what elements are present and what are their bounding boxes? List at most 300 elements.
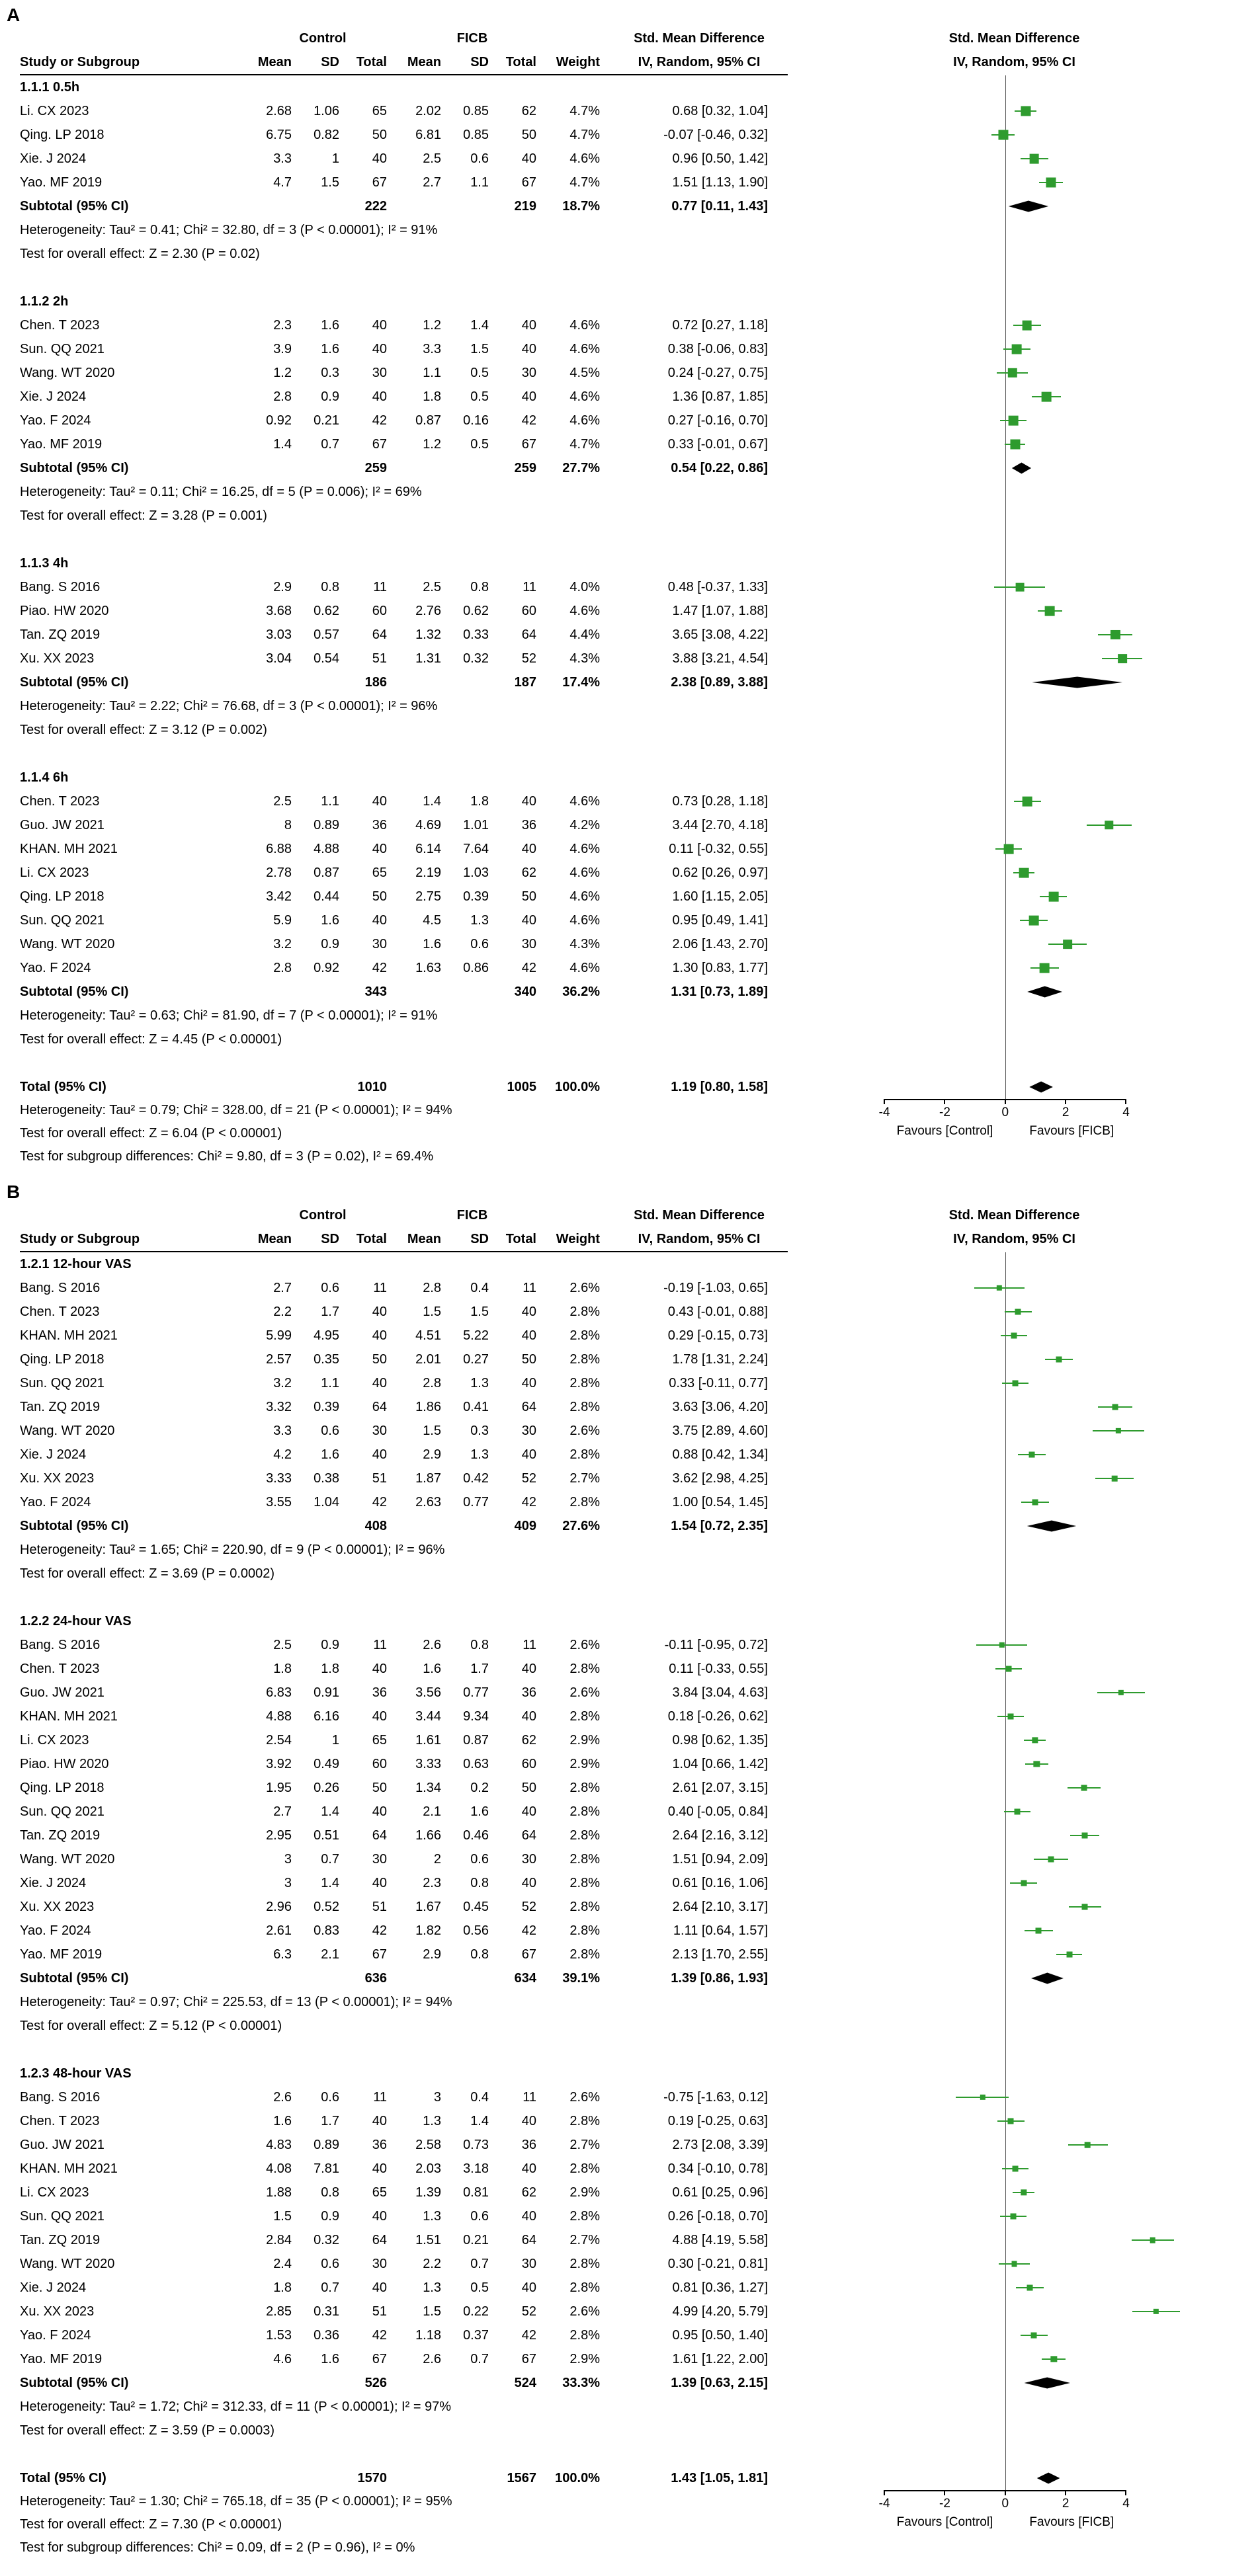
zero-line — [1005, 1395, 1006, 1419]
effect-square — [1048, 1857, 1054, 1863]
study-name: Wang. WT 2020 — [20, 365, 115, 380]
study-col-header: Study or Subgroup — [20, 1231, 140, 1246]
weight: 2.6% — [569, 2089, 600, 2105]
ficb-total: 64 — [521, 1399, 536, 1414]
effect-square — [1029, 154, 1039, 164]
pooled-diamond — [1027, 986, 1062, 998]
ficb-total: 40 — [521, 389, 536, 404]
plot-cell — [788, 1490, 1241, 1514]
ficb-sd: 0.32 — [463, 651, 489, 666]
effect-square — [1012, 344, 1022, 354]
study-name: Sun. QQ 2021 — [20, 912, 105, 928]
effect-square — [1005, 1666, 1011, 1672]
subgroup-differences-test: Test for subgroup differences: Chi² = 9.80, df = 3 (P = 0.02), I² = 69.4% — [20, 1149, 434, 1164]
control-sd-col-header: SD — [321, 54, 339, 69]
zero-line — [1005, 1990, 1006, 2014]
study-name: Xie. J 2024 — [20, 2280, 87, 2295]
effect-square — [1082, 1833, 1088, 1839]
ficb-mean: 1.1 — [423, 365, 441, 380]
control-mean: 2.96 — [266, 1899, 292, 1914]
plot-cell — [788, 813, 1241, 837]
ficb-total: 40 — [521, 2113, 536, 2128]
weight: 2.8% — [569, 1899, 600, 1914]
ficb-sd: 0.16 — [463, 413, 489, 428]
zero-line — [1005, 75, 1006, 99]
ficb-total: 30 — [521, 1423, 536, 1438]
weight: 4.6% — [569, 341, 600, 356]
control-total: 222 — [364, 198, 387, 214]
ficb-total: 36 — [521, 1685, 536, 1700]
control-total: 42 — [372, 1923, 387, 1938]
plot-cell — [788, 718, 1241, 742]
control-total: 50 — [372, 127, 387, 142]
zero-line — [1005, 1348, 1006, 1371]
smd-ci: 1.31 [0.73, 1.89] — [671, 984, 768, 999]
plot-cell — [788, 1681, 1241, 1705]
smd-ci: 2.13 [1.70, 2.55] — [672, 1947, 768, 1962]
control-total: 11 — [373, 2089, 387, 2105]
subgroup-title: 1.1.3 4h — [20, 556, 69, 571]
ficb-total: 1567 — [507, 2470, 536, 2485]
ficb-mean: 2.9 — [423, 1947, 441, 1962]
control-sd: 1 — [331, 1732, 339, 1748]
zero-line — [1005, 623, 1006, 647]
study-row — [20, 813, 1241, 837]
zero-line — [1005, 980, 1006, 1004]
smd-ci: 0.27 [-0.16, 0.70] — [667, 413, 768, 428]
smd-ci: -0.07 [-0.46, 0.32] — [663, 127, 768, 142]
plot-method-header: IV, Random, 95% CI — [953, 1231, 1075, 1246]
plot-cell — [788, 480, 1241, 504]
control-mean: 4.08 — [266, 2161, 292, 2176]
study-col-header: Study or Subgroup — [20, 54, 140, 69]
smd-ci: 3.44 [2.70, 4.18] — [672, 817, 768, 832]
ficb-mean: 2.76 — [415, 603, 441, 618]
smd-ci: 1.00 [0.54, 1.45] — [672, 1494, 768, 1509]
ficb-mean-col-header: Mean — [407, 54, 441, 69]
plot-cell — [788, 1966, 1241, 1990]
heterogeneity-row — [20, 2395, 1241, 2419]
ficb-sd: 1.03 — [463, 865, 489, 880]
effect-square — [1010, 439, 1020, 449]
ficb-mean: 2 — [433, 1851, 441, 1867]
weight: 4.6% — [569, 413, 600, 428]
zero-line — [1005, 2466, 1006, 2490]
plot-cell — [788, 1419, 1241, 1443]
favours-right-label: Favours [FICB] — [1029, 1124, 1114, 1138]
smd-ci: 0.54 [0.22, 0.86] — [671, 460, 768, 475]
control-sd: 0.6 — [321, 2089, 339, 2105]
weight: 2.8% — [569, 1709, 600, 1724]
study-name: Bang. S 2016 — [20, 1637, 101, 1652]
zero-line — [1005, 1728, 1006, 1752]
study-name: KHAN. MH 2021 — [20, 1328, 118, 1343]
total-effect-test: Test for overall effect: Z = 7.30 (P < 0.00001) — [20, 2517, 282, 2532]
study-row — [20, 2276, 1241, 2300]
plot-cell — [788, 2085, 1241, 2109]
study-name: Wang. WT 2020 — [20, 936, 115, 951]
ficb-total: 40 — [521, 1375, 536, 1390]
control-total: 408 — [364, 1518, 387, 1533]
plot-cell — [788, 218, 1241, 242]
ficb-total: 40 — [521, 1804, 536, 1819]
control-total: 526 — [364, 2375, 387, 2390]
ficb-total: 62 — [521, 1732, 536, 1748]
weight: 2.8% — [569, 2256, 600, 2271]
zero-line — [1005, 1966, 1006, 1990]
axis-tick — [1065, 1099, 1066, 1104]
control-total: 42 — [372, 960, 387, 975]
zero-line — [1005, 1752, 1006, 1776]
ficb-mean: 0.87 — [415, 413, 441, 428]
study-name: KHAN. MH 2021 — [20, 1709, 118, 1724]
ficb-sd: 0.4 — [470, 2089, 489, 2105]
effect-square — [1009, 416, 1019, 426]
ficb-total: 50 — [521, 889, 536, 904]
subtotal-row — [20, 2371, 1241, 2395]
ficb-mean: 1.5 — [423, 1423, 441, 1438]
heterogeneity: Heterogeneity: Tau² = 0.63; Chi² = 81.90, df = 7 (P < 0.00001); I² = 91% — [20, 1008, 438, 1023]
ficb-total: 187 — [514, 674, 536, 690]
study-row — [20, 2085, 1241, 2109]
plot-cell — [788, 2038, 1241, 2062]
ficb-sd: 0.6 — [470, 1851, 489, 1867]
axis-tick-label: 4 — [1122, 1106, 1130, 1119]
control-sd: 0.62 — [314, 603, 339, 618]
study-name: Bang. S 2016 — [20, 2089, 101, 2105]
ficb-mean: 2.02 — [415, 103, 441, 118]
subgroup-title: 1.2.2 24-hour VAS — [20, 1614, 132, 1629]
study-row — [20, 385, 1241, 409]
ficb-sd: 0.33 — [463, 627, 489, 642]
control-sd: 0.82 — [314, 127, 339, 142]
ficb-mean: 4.51 — [415, 1328, 441, 1343]
control-sd: 1.1 — [321, 793, 339, 809]
control-mean: 1.8 — [273, 2280, 292, 2295]
ficb-sd: 0.41 — [463, 1399, 489, 1414]
spacer-row — [20, 2442, 1241, 2466]
effect-square — [1111, 630, 1120, 639]
study-row — [20, 1276, 1241, 1300]
subgroup-title: 1.1.4 6h — [20, 770, 69, 785]
ficb-sd: 5.22 — [463, 1328, 489, 1343]
zero-line — [1005, 1871, 1006, 1895]
zero-line — [1005, 1776, 1006, 1800]
ficb-total: 634 — [514, 1970, 536, 1986]
ficb-total: 40 — [521, 1661, 536, 1676]
plot-cell — [788, 75, 1241, 99]
control-total: 40 — [372, 1375, 387, 1390]
study-name: Sun. QQ 2021 — [20, 2208, 105, 2224]
plot-cell — [788, 647, 1241, 670]
control-total: 67 — [372, 1947, 387, 1962]
heterogeneity-row — [20, 694, 1241, 718]
smd-ci: 1.51 [1.13, 1.90] — [672, 175, 768, 190]
subgroup-title-row — [20, 2062, 1241, 2085]
zero-line — [1005, 1419, 1006, 1443]
ficb-sd: 0.6 — [470, 151, 489, 166]
ficb-sd: 0.86 — [463, 960, 489, 975]
smd-ci: 0.26 [-0.18, 0.70] — [667, 2208, 768, 2224]
plot-cell — [788, 1371, 1241, 1395]
overall-effect-row — [20, 1027, 1241, 1051]
ficb-sd: 0.8 — [470, 579, 489, 594]
axis-tick-label: -2 — [939, 2497, 950, 2511]
study-row — [20, 1371, 1241, 1395]
plot-cell — [788, 2371, 1241, 2395]
ficb-mean: 1.63 — [415, 960, 441, 975]
control-total: 40 — [372, 341, 387, 356]
weight: 4.0% — [569, 579, 600, 594]
zero-line — [1005, 2300, 1006, 2323]
control-mean: 2.7 — [273, 1280, 292, 1295]
control-sd: 1.6 — [321, 341, 339, 356]
control-total: 50 — [372, 889, 387, 904]
study-row — [20, 1895, 1241, 1919]
zero-line — [1005, 147, 1006, 171]
ficb-total: 40 — [521, 1304, 536, 1319]
heterogeneity-row — [20, 1538, 1241, 1562]
study-row — [20, 623, 1241, 647]
study-name: Tan. ZQ 2019 — [20, 1828, 101, 1843]
effect-square — [1027, 2285, 1032, 2291]
control-sd: 0.7 — [321, 436, 339, 452]
ficb-total: 40 — [521, 341, 536, 356]
control-total: 65 — [372, 2185, 387, 2200]
ficb-sd: 0.27 — [463, 1351, 489, 1367]
zero-line — [1005, 1586, 1006, 1609]
axis-tick-label: -4 — [878, 2497, 890, 2511]
weight: 2.8% — [569, 1447, 600, 1462]
weight: 17.4% — [562, 674, 600, 690]
weight-col-header: Weight — [556, 54, 600, 69]
subgroup-title: 1.2.3 48-hour VAS — [20, 2066, 132, 2081]
ficb-mean: 1.86 — [415, 1399, 441, 1414]
smd-ci: 0.61 [0.16, 1.06] — [672, 1875, 768, 1890]
plot-cell — [788, 1586, 1241, 1609]
effect-square — [1032, 1500, 1038, 1506]
plot-cell — [788, 1847, 1241, 1871]
zero-line — [1005, 1538, 1006, 1562]
subgroup-title-row — [20, 1252, 1241, 1276]
ficb-total: 40 — [521, 912, 536, 928]
control-total: 40 — [372, 1304, 387, 1319]
plot-cell — [788, 1027, 1241, 1051]
ficb-total: 42 — [521, 1494, 536, 1509]
weight: 2.8% — [569, 1947, 600, 1962]
study-row — [20, 361, 1241, 385]
effect-square — [1067, 1952, 1073, 1958]
weight: 2.8% — [569, 2280, 600, 2295]
plot-effect-header: Std. Mean Difference — [948, 1207, 1080, 1223]
study-name: Xu. XX 2023 — [20, 2304, 95, 2319]
plot-cell — [788, 1004, 1241, 1027]
ficb-sd: 0.56 — [463, 1923, 489, 1938]
ficb-sd: 0.85 — [463, 127, 489, 142]
weight: 4.7% — [569, 127, 600, 142]
control-mean: 4.2 — [273, 1447, 292, 1462]
ficb-total: 50 — [521, 127, 536, 142]
control-sd: 6.16 — [314, 1709, 339, 1724]
control-total: 40 — [372, 1804, 387, 1819]
control-mean: 2.54 — [266, 1732, 292, 1748]
effect-square — [1029, 916, 1039, 926]
plot-cell — [788, 409, 1241, 432]
smd-ci: 2.06 [1.43, 2.70] — [672, 936, 768, 951]
plot-cell — [788, 2442, 1241, 2466]
plot-cell — [788, 956, 1241, 980]
ficb-sd: 0.7 — [470, 2256, 489, 2271]
smd-ci: 1.11 [0.64, 1.57] — [673, 1923, 768, 1938]
study-row — [20, 409, 1241, 432]
control-sd: 0.92 — [314, 960, 339, 975]
plot-cell — [788, 1609, 1241, 1633]
control-sd: 0.9 — [321, 936, 339, 951]
study-name: Li. CX 2023 — [20, 1732, 89, 1748]
effect-square — [1015, 583, 1024, 592]
pooled-diamond — [1037, 2473, 1060, 2484]
ficb-mean: 2.7 — [423, 175, 441, 190]
ficb-total: 42 — [521, 2327, 536, 2343]
overall-effect: Test for overall effect: Z = 2.30 (P = 0.02) — [20, 247, 260, 261]
smd-ci: 0.33 [-0.11, 0.77] — [669, 1375, 768, 1390]
smd-ci: 0.96 [0.50, 1.42] — [672, 151, 768, 166]
smd-ci: 3.84 [3.04, 4.63] — [672, 1685, 768, 1700]
smd-ci: 1.36 [0.87, 1.85] — [672, 389, 768, 404]
effect-square — [1105, 821, 1113, 829]
ficb-total: 524 — [514, 2375, 536, 2390]
pooled-diamond — [1025, 2378, 1070, 2389]
zero-line — [1005, 194, 1006, 218]
ficb-mean: 1.6 — [423, 936, 441, 951]
control-mean: 3.03 — [266, 627, 292, 642]
plot-cell — [788, 2395, 1241, 2419]
ficb-total: 62 — [521, 865, 536, 880]
effect-square — [1112, 1476, 1118, 1482]
zero-line — [1005, 2347, 1006, 2371]
smd-ci: 1.39 [0.63, 2.15] — [671, 2375, 768, 2390]
study-name: Chen. T 2023 — [20, 1661, 100, 1676]
study-name: Subtotal (95% CI) — [20, 984, 129, 999]
panel-A — [0, 3, 1258, 1180]
smd-ci: 0.62 [0.26, 0.97] — [672, 865, 768, 880]
study-row — [20, 2133, 1241, 2157]
ficb-sd: 1.4 — [470, 317, 489, 333]
control-sd: 1.7 — [321, 1304, 339, 1319]
zero-line — [1005, 385, 1006, 409]
control-group-header: Control — [299, 30, 347, 46]
study-name: Qing. LP 2018 — [20, 1351, 105, 1367]
effect-square — [1153, 2309, 1159, 2314]
ficb-mean: 1.82 — [415, 1923, 441, 1938]
study-name: Yao. F 2024 — [20, 2327, 91, 2343]
control-mean: 3.68 — [266, 603, 292, 618]
smd-ci: 4.99 [4.20, 5.79] — [672, 2304, 768, 2319]
ficb-total: 11 — [523, 1280, 536, 1295]
effect-square — [1031, 2333, 1037, 2339]
ficb-total: 67 — [521, 436, 536, 452]
control-total: 40 — [372, 2113, 387, 2128]
effect-square — [1042, 392, 1052, 402]
weight: 2.6% — [569, 1637, 600, 1652]
total-effect-test: Test for overall effect: Z = 6.04 (P < 0.00001) — [20, 1126, 282, 1141]
control-mean: 1.95 — [266, 1780, 292, 1795]
study-name: Yao. F 2024 — [20, 413, 91, 428]
ficb-total: 42 — [521, 960, 536, 975]
ficb-mean: 3.44 — [415, 1709, 441, 1724]
ficb-sd: 0.39 — [463, 889, 489, 904]
control-mean: 4.7 — [273, 175, 292, 190]
control-total: 40 — [372, 2161, 387, 2176]
study-row — [20, 1419, 1241, 1443]
control-sd: 0.38 — [314, 1470, 339, 1486]
study-row — [20, 2323, 1241, 2347]
plot-cell — [788, 2419, 1241, 2442]
header-cols — [20, 1227, 1241, 1251]
control-mean: 3 — [284, 1875, 292, 1890]
study-name: Yao. F 2024 — [20, 1923, 91, 1938]
zero-line — [1005, 2276, 1006, 2300]
control-sd: 1.6 — [321, 1447, 339, 1462]
study-row — [20, 2347, 1241, 2371]
zero-line — [1005, 1051, 1006, 1075]
smd-ci: 0.19 [-0.25, 0.63] — [667, 2113, 768, 2128]
heterogeneity-row — [20, 1004, 1241, 1027]
heterogeneity: Heterogeneity: Tau² = 1.65; Chi² = 220.90, df = 9 (P < 0.00001); I² = 96% — [20, 1543, 445, 1557]
control-sd: 0.49 — [314, 1756, 339, 1771]
plot-effect-header: Std. Mean Difference — [948, 30, 1080, 46]
study-row — [20, 1728, 1241, 1752]
weight: 2.6% — [569, 1685, 600, 1700]
zero-line — [1005, 218, 1006, 242]
control-mean: 1.8 — [273, 1661, 292, 1676]
control-group-header: Control — [299, 1207, 347, 1223]
control-sd: 1.4 — [321, 1804, 339, 1819]
ficb-total: 52 — [521, 2304, 536, 2319]
smd-ci: 0.95 [0.49, 1.41] — [672, 912, 768, 928]
zero-line — [1005, 1609, 1006, 1633]
weight: 2.8% — [569, 1399, 600, 1414]
ficb-mean: 2.3 — [423, 1875, 441, 1890]
ficb-sd: 1.01 — [463, 817, 489, 832]
plot-cell — [788, 456, 1241, 480]
subgroup-differences-test: Test for subgroup differences: Chi² = 0.09, df = 2 (P = 0.96), I² = 0% — [20, 2540, 415, 2555]
study-row — [20, 1800, 1241, 1824]
control-sd: 0.7 — [321, 1851, 339, 1867]
weight: 2.9% — [569, 1732, 600, 1748]
ficb-sd-col-header: SD — [470, 54, 489, 69]
axis-cell — [788, 2490, 1241, 2564]
zero-line — [1005, 1004, 1006, 1027]
smd-ci: 1.30 [0.83, 1.77] — [672, 960, 768, 975]
plot-cell — [788, 885, 1241, 908]
effect-header: Std. Mean Difference — [634, 1207, 765, 1223]
ficb-sd: 1.5 — [470, 341, 489, 356]
ficb-total: 67 — [521, 2351, 536, 2366]
control-sd: 0.57 — [314, 627, 339, 642]
control-sd: 0.31 — [314, 2304, 339, 2319]
ficb-sd: 1.7 — [470, 1661, 489, 1676]
control-mean: 1.6 — [273, 2113, 292, 2128]
ficb-total: 64 — [521, 627, 536, 642]
study-name: KHAN. MH 2021 — [20, 2161, 118, 2176]
plot-cell — [788, 1514, 1241, 1538]
overall-effect-row — [20, 1562, 1241, 1586]
pooled-diamond — [1009, 201, 1048, 212]
effect-square — [1021, 1880, 1027, 1886]
control-total: 11 — [373, 579, 387, 594]
control-mean: 3.92 — [266, 1756, 292, 1771]
